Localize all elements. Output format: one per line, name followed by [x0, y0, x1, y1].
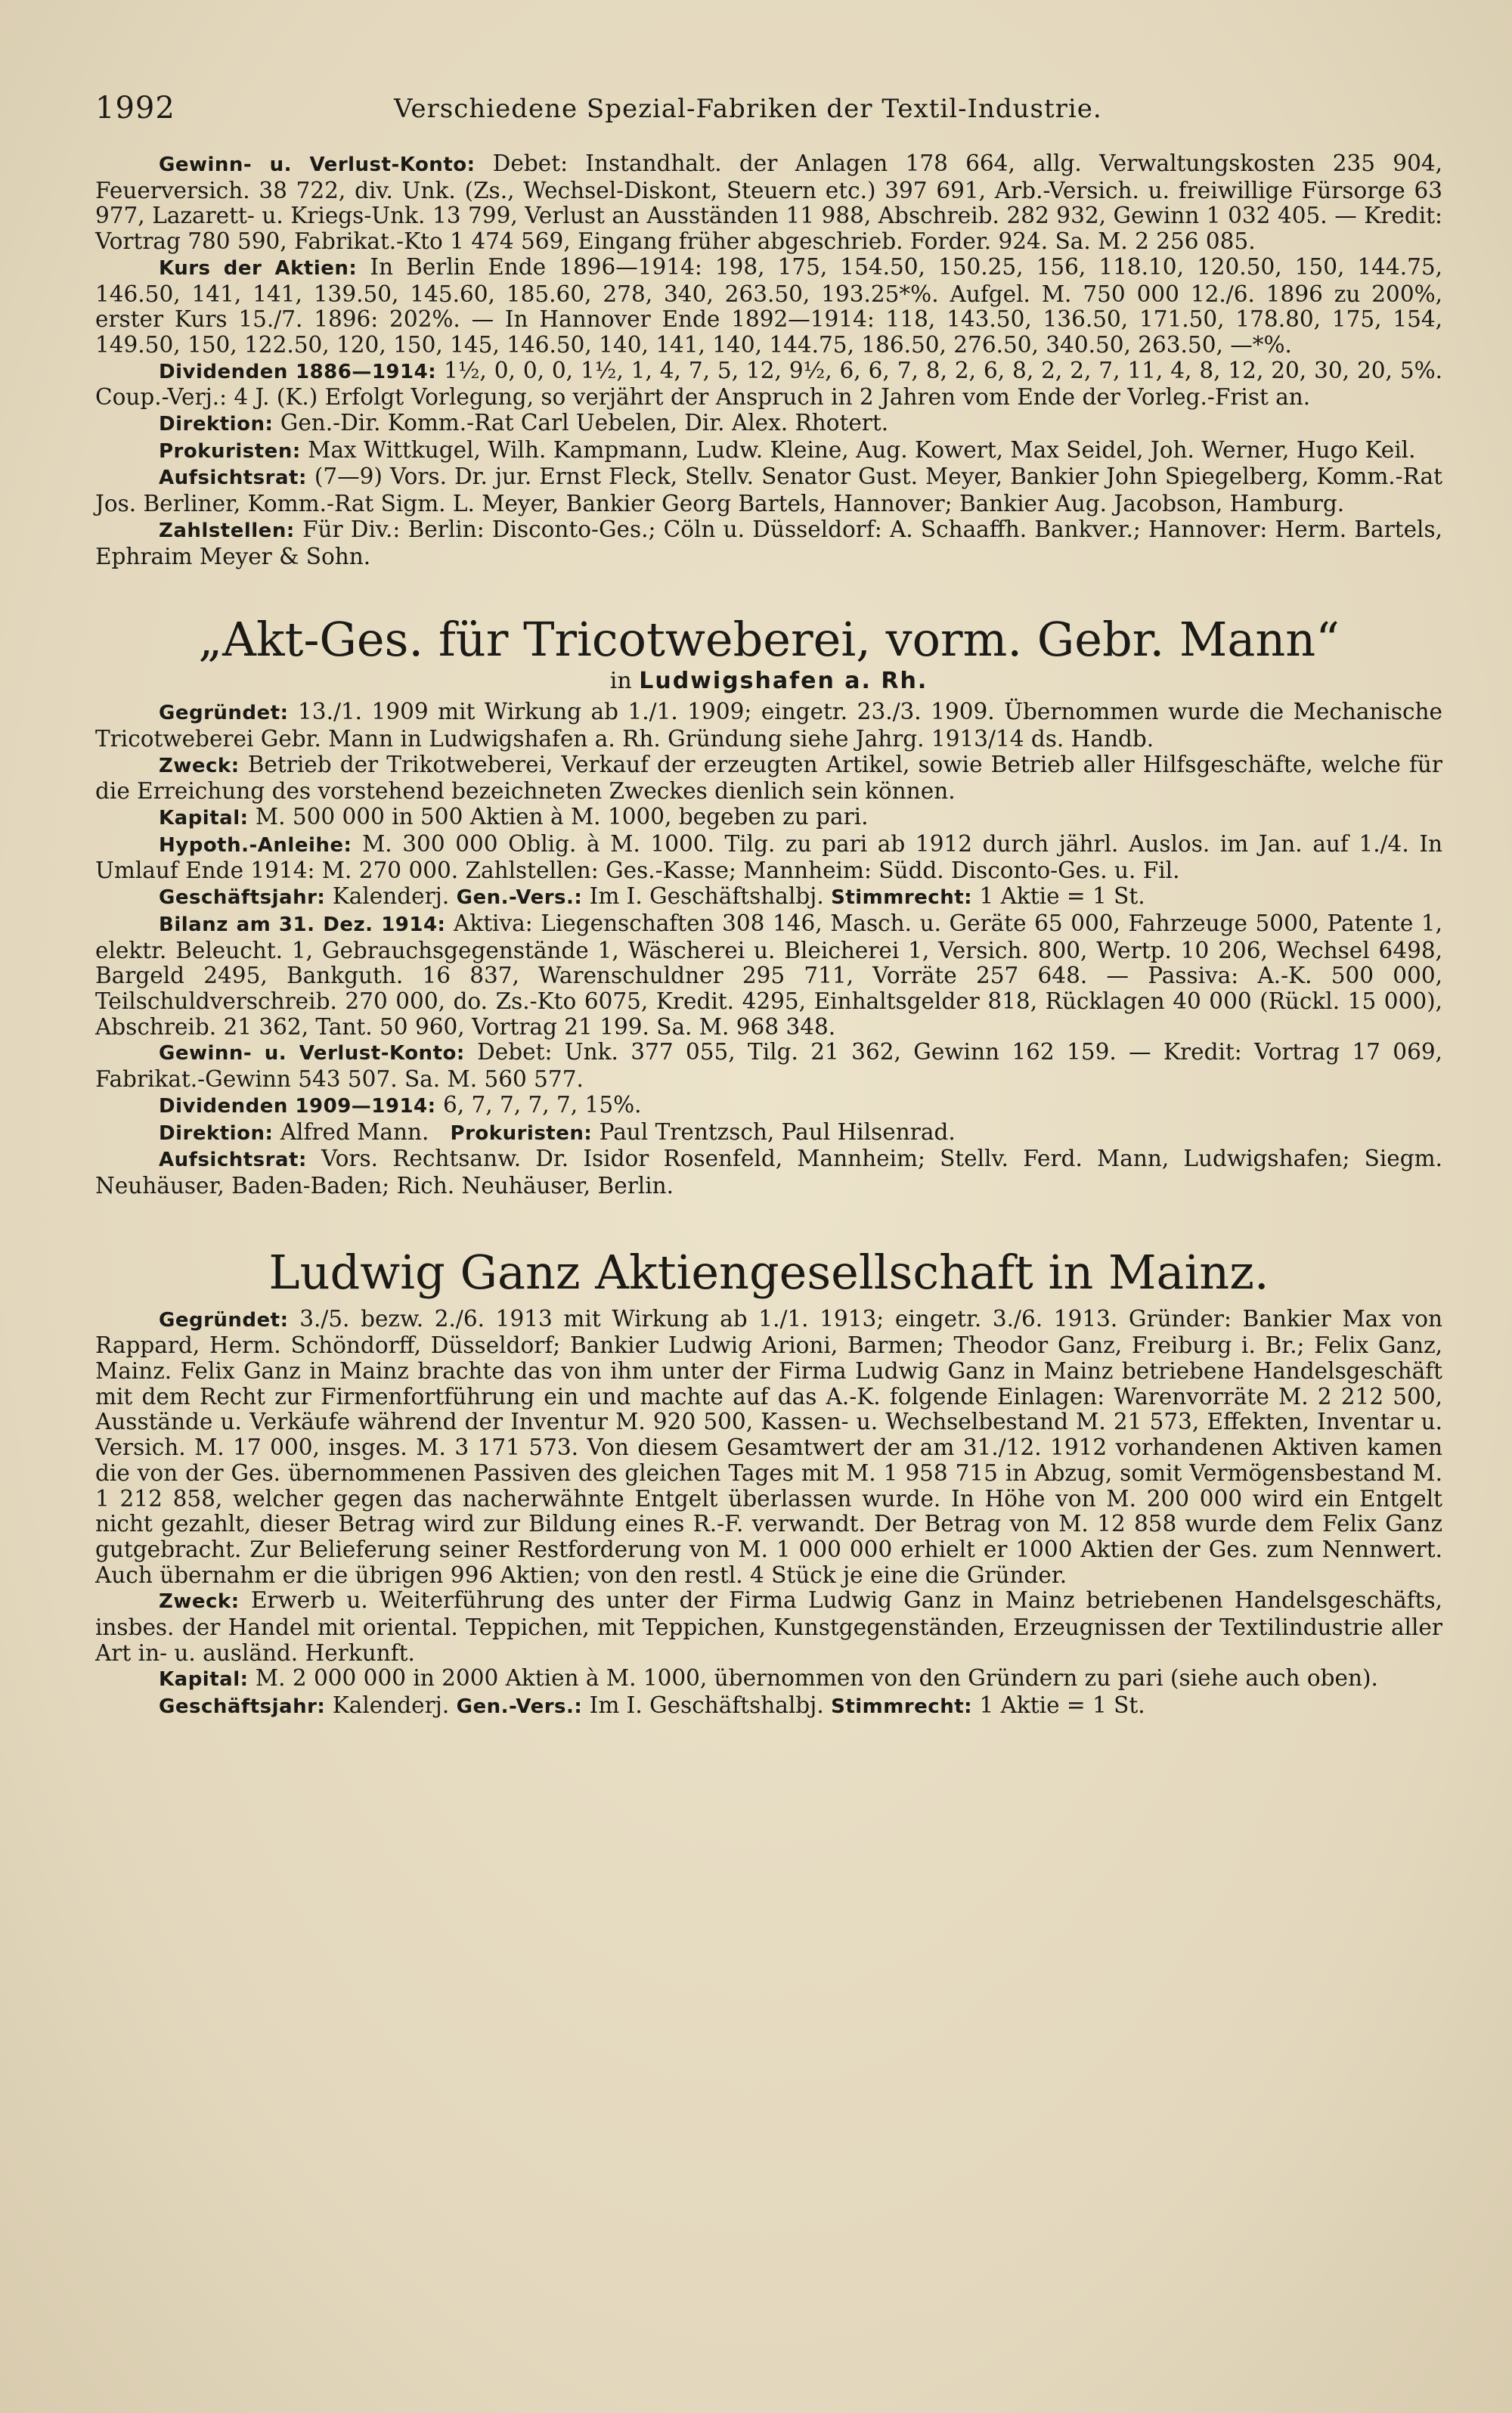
mann-stimmrecht-label: Stimmrecht: [831, 886, 973, 910]
mann-dividenden-text: 6, 7, 7, 7, 7, 15%. [442, 1091, 642, 1118]
ganz-geschaeftsjahr-label: Geschäftsjahr: [159, 1695, 326, 1719]
mann-hypoth-label: Hypoth.-Anleihe: [159, 833, 352, 857]
ganz-kapital-label: Kapital: [159, 1668, 249, 1692]
mann-gv-label: Gen.-Vers.: [456, 886, 583, 910]
company-mann-location-name: Ludwigshafen a. Rh. [639, 668, 928, 695]
ganz-zweck-text: Erwerb u. Weiterführung des unter der Firma Ludwig Ganz in Mainz betriebenen Handelsgeschäfts, insbes. der Handel mit oriental. Teppichen, mit Teppichen, Kunstgegenständen, Erzeugnissen der Textilindustrie aller Art in- u. ausländ. Herkunft. [95, 1587, 1442, 1666]
mann-dividenden-paragraph [95, 1093, 1442, 1120]
prev-aufsichtsrat-paragraph [95, 464, 1442, 516]
ganz-gegruendet-label: Gegründet: [159, 1308, 289, 1332]
ganz-gegruendet-paragraph [95, 1307, 1442, 1589]
ganz-kapital-paragraph [95, 1666, 1442, 1693]
mann-geschaeftsjahr-paragraph [95, 884, 1442, 911]
page-content [95, 151, 1442, 1720]
ganz-zweck-paragraph [95, 1588, 1442, 1666]
mann-gewinn-text: Debet: Unk. 377 055, Tilg. 21 362, Gewinn 162 159. — Kredit: Vortrag 17 069, Fabrikat.-Gewinn 543 507. Sa. M. 560 577. [95, 1039, 1442, 1093]
mann-kapital-label: Kapital: [159, 807, 249, 830]
prev-gewinn-paragraph [95, 151, 1442, 255]
mann-bilanz-paragraph [95, 911, 1442, 1041]
mann-aufsichtsrat-paragraph [95, 1146, 1442, 1199]
mann-stimmrecht-text: 1 Aktie = 1 St. [979, 883, 1145, 910]
mann-gewinn-label: Gewinn- u. Verlust-Konto: [159, 1042, 465, 1065]
prev-aufsichtsrat-text: (7—9) Vors. Dr. jur. Ernst Fleck, Stellv. Senator Gust. Meyer, Bankier John Spiegelberg, Komm.-Rat Jos. Berliner, Komm.-Rat Sigm. L. Meyer, Bankier Georg Bartels, Hannover; Bankier Aug. Jacobson, Hamburg. [95, 464, 1442, 517]
company-mann-title: „Akt-Ges. für Tricotweberei, vorm. Gebr. Mann“ [198, 612, 1340, 668]
mann-hypoth-paragraph [95, 832, 1442, 884]
mann-bilanz-text: Aktiva: Liegenschaften 308 146, Masch. u. Geräte 65 000, Fahrzeuge 5000, Patente 1, elektr. Beleucht. 1, Gebrauchsgegenstände 1, Wäscherei u. Bleicherei 1, Versich. 800, Wertp. 10 206, Wechsel 6498, Bargeld 2495, Bankguth. 16 837, Warenschuldner 295 711, Vorräte 257 648. — Passiva: A.-K. 500 000, Teilschuldverschreib. 270 000, do. Zs.-Kto 6075, Kredit. 4295, Einhaltsgelder 818, Rücklagen 40 000 (Rückl. 15 000), Abschreib. 21 362, Tant. 50 960, Vortrag 21 199. Sa. M. 968 348. [95, 910, 1442, 1040]
mann-prokuristen-label: Prokuristen: [450, 1121, 593, 1145]
company-mann-location [95, 668, 1442, 695]
prev-dividenden-label: Dividenden 1886—1914: [159, 360, 437, 383]
mann-dividenden-label: Dividenden 1909—1914: [159, 1094, 436, 1118]
mann-zweck-text: Betrieb der Trikotweberei, Verkauf der erzeugten Artikel, sowie Betrieb aller Hilfsgeschäfte, welche für die Erreichung des vorstehend bezeichneten Zweckes dienlich sein können. [95, 751, 1442, 805]
prev-direktion-paragraph [95, 411, 1442, 438]
mann-gegruendet-text: 13./1. 1909 mit Wirkung ab 1./1. 1909; eingetr. 23./3. 1909. Übernommen wurde die Mechanische Tricotweberei Gebr. Mann in Ludwigshafen a. Rh. Gründung siehe Jahrg. 1913/14 ds. Handb. [95, 699, 1442, 752]
page-header [95, 91, 1421, 136]
ganz-gv-text: Im I. Geschäftshalbj. [589, 1692, 824, 1719]
ganz-stimmrecht-text: 1 Aktie = 1 St. [979, 1692, 1145, 1719]
prev-dividenden-text: 1½, 0, 0, 0, 1½, 1, 4, 7, 5, 12, 9½, 6, 6, 7, 8, 2, 6, 8, 2, 2, 7, 11, 4, 8, 12, 20, 30, 20, 5%. Coup.-Verj.: 4 J. (K.) Erfolgt Vorlegung, so verjährt der Anspruch in 2 Jahren vom Ende der Vorleg.-Frist an. [95, 357, 1442, 411]
mann-aufsichtsrat-text: Vors. Rechtsanw. Dr. Isidor Rosenfeld, Mannheim; Stellv. Ferd. Mann, Ludwigshafen; Siegm. Neuhäuser, Baden-Baden; Rich. Neuhäuser, Berlin. [95, 1146, 1442, 1199]
prev-aufsichtsrat-label: Aufsichtsrat: [159, 467, 307, 490]
prev-kurs-label: Kurs der Aktien: [159, 256, 358, 280]
prev-prokuristen-text: Max Wittkugel, Wilh. Kampmann, Ludw. Kleine, Aug. Kowert, Max Seidel, Joh. Werner, Hugo Keil. [308, 436, 1416, 463]
prev-kurs-text: In Berlin Ende 1896—1914: 198, 175, 154.50, 150.25, 156, 118.10, 120.50, 150, 144.75, 146.50, 141, 141, 139.50, 145.60, 185.60, 278, 340, 263.50, 193.25*%. Aufgel. M. 750 000 12./6. 1896 zu 200%, erster Kurs 15./7. 1896: 202%. — In Hannover Ende 1892—1914: 118, 143.50, 136.50, 171.50, 178.80, 175, 154, 149.50, 150, 122.50, 120, 150, 145, 146.50, 140, 141, 140, 144.75, 186.50, 276.50, 340.50, 263.50, —*%. [95, 253, 1442, 358]
prev-gewinn-text: Debet: Instandhalt. der Anlagen 178 664, allg. Verwaltungskosten 235 904, Feuerversich. 38 722, div. Unk. (Zs., Wechsel-Diskont, Steuern etc.) 397 691, Arb.-Versich. u. freiwillige Fürsorge 63 977, Lazarett- u. Kriegs-Unk. 13 799, Verlust an Ausständen 11 988, Abschreib. 282 932, Gewinn 1 032 405. — Kredit: Vortrag 780 590, Fabrikat.-Kto 1 474 569, Eingang früher abgeschrieb. Forder. 924. Sa. M. 2 256 085. [95, 150, 1442, 255]
prev-direktion-text: Gen.-Dir. Komm.-Rat Carl Uebelen, Dir. Alex. Rhotert. [280, 410, 889, 436]
mann-zweck-paragraph [95, 752, 1442, 805]
ganz-stimmrecht-label: Stimmrecht: [831, 1695, 973, 1719]
mann-kapital-text: M. 500 000 in 500 Aktien à M. 1000, begeben zu pari. [255, 804, 869, 830]
prev-zahlstellen-paragraph [95, 517, 1442, 569]
prev-zahlstellen-label: Zahlstellen: [159, 519, 295, 542]
ganz-gegruendet-text: 3./5. bezw. 2./6. 1913 mit Wirkung ab 1./1. 1913; eingetr. 3./6. 1913. Gründer: Bankier Max von Rappard, Herm. Schöndorff, Düsseldorf; Bankier Ludwig Arioni, Barmen; Theodor Ganz, Freiburg i. Br.; Felix Ganz, Mainz. Felix Ganz in Mainz brachte das von ihm unter der Firma Ludwig Ganz in Mainz betriebene Handelsgeschäft mit dem Recht zur Firmenfortführung ein und machte auf das A.-K. folgende Einlagen: Warenvorräte M. 2 212 500, Ausstände u. Verkäufe während der Inventur M. 920 500, Kassen- u. Wechselbestand M. 21 573, Effekten, Inventar u. Versich. M. 17 000, insges. M. 3 171 573. Von diesem Gesamtwert der am 31./12. 1912 vorhandenen Aktiven kamen die von der Ges. übernommenen Passiven des gleichen Tages mit M. 1 958 715 in Abzug, somit Vermögensbestand M. 1 212 858, welcher gegen das nacherwähnte Entgelt überlassen wurde. In Höhe von M. 200 000 wird ein Entgelt nicht gezahlt, dieser Betrag wird zur Bildung eines R.-F. verwandt. Der Betrag von M. 12 858 wurde dem Felix Ganz gutgebracht. Zur Belieferung seiner Restforderung von M. 1 000 000 erhielt er 1000 Aktien der Ges. zum Nennwert. Auch übernahm er die übrigen 996 Aktien; von den restl. 4 Stück je eine die Gründer. [95, 1305, 1442, 1588]
ganz-geschaeftsjahr-text: Kalenderj. [332, 1692, 450, 1719]
company-ganz-title: Ludwig Ganz Aktiengesellschaft in Mainz. [268, 1244, 1269, 1300]
mann-aufsichtsrat-label: Aufsichtsrat: [159, 1149, 307, 1172]
prev-prokuristen-label: Prokuristen: [159, 439, 301, 463]
prev-prokuristen-paragraph [95, 438, 1442, 465]
mann-geschaeftsjahr-text: Kalenderj. [332, 883, 450, 910]
mann-prokuristen-text: Paul Trentzsch, Paul Hilsenrad. [599, 1118, 956, 1145]
ganz-kapital-text: M. 2 000 000 in 2000 Aktien à M. 1000, übernommen von den Gründern zu pari (siehe auch oben). [255, 1665, 1378, 1692]
page-number: 1992 [95, 91, 175, 126]
prev-direktion-label: Direktion: [159, 413, 274, 436]
prev-gewinn-label: Gewinn- u. Verlust-Konto: [159, 154, 476, 176]
mann-direktion-paragraph [95, 1120, 1442, 1147]
mann-direktion-text: Alfred Mann. [280, 1118, 429, 1145]
ganz-zweck-label: Zweck: [159, 1590, 240, 1614]
mann-gegruendet-label: Gegründet: [159, 702, 289, 725]
mann-gegruendet-paragraph [95, 699, 1442, 752]
mann-geschaeftsjahr-label: Geschäftsjahr: [159, 886, 326, 910]
ganz-gv-label: Gen.-Vers.: [456, 1695, 583, 1719]
mann-direktion-label: Direktion: [159, 1121, 274, 1145]
mann-hypoth-text: M. 300 000 Oblig. à M. 1000. Tilg. zu pari ab 1912 durch jährl. Auslos. im Jan. auf 1./4. In Umlauf Ende 1914: M. 270 000. Zahlstellen: Ges.-Kasse; Mannheim: Südd. Disconto-Ges. u. Fil. [95, 830, 1442, 884]
mann-gewinn-paragraph [95, 1040, 1442, 1092]
mann-kapital-paragraph [95, 805, 1442, 832]
ganz-geschaeftsjahr-paragraph [95, 1693, 1442, 1720]
company-mann-location-prefix: in [609, 668, 632, 695]
prev-kurs-paragraph [95, 255, 1442, 358]
prev-zahlstellen-text: Für Div.: Berlin: Disconto-Ges.; Cöln u. Düsseldorf: A. Schaaffh. Bankver.; Hannover: Herm. Bartels, Ephraim Meyer & Sohn. [95, 516, 1442, 569]
mann-gv-text: Im I. Geschäftshalbj. [589, 883, 824, 910]
mann-zweck-label: Zweck: [159, 754, 240, 777]
mann-bilanz-label: Bilanz am 31. Dez. 1914: [159, 913, 446, 936]
prev-dividenden-paragraph [95, 358, 1442, 411]
running-head: Verschiedene Spezial-Fabriken der Textil-Industrie. [394, 94, 1102, 124]
